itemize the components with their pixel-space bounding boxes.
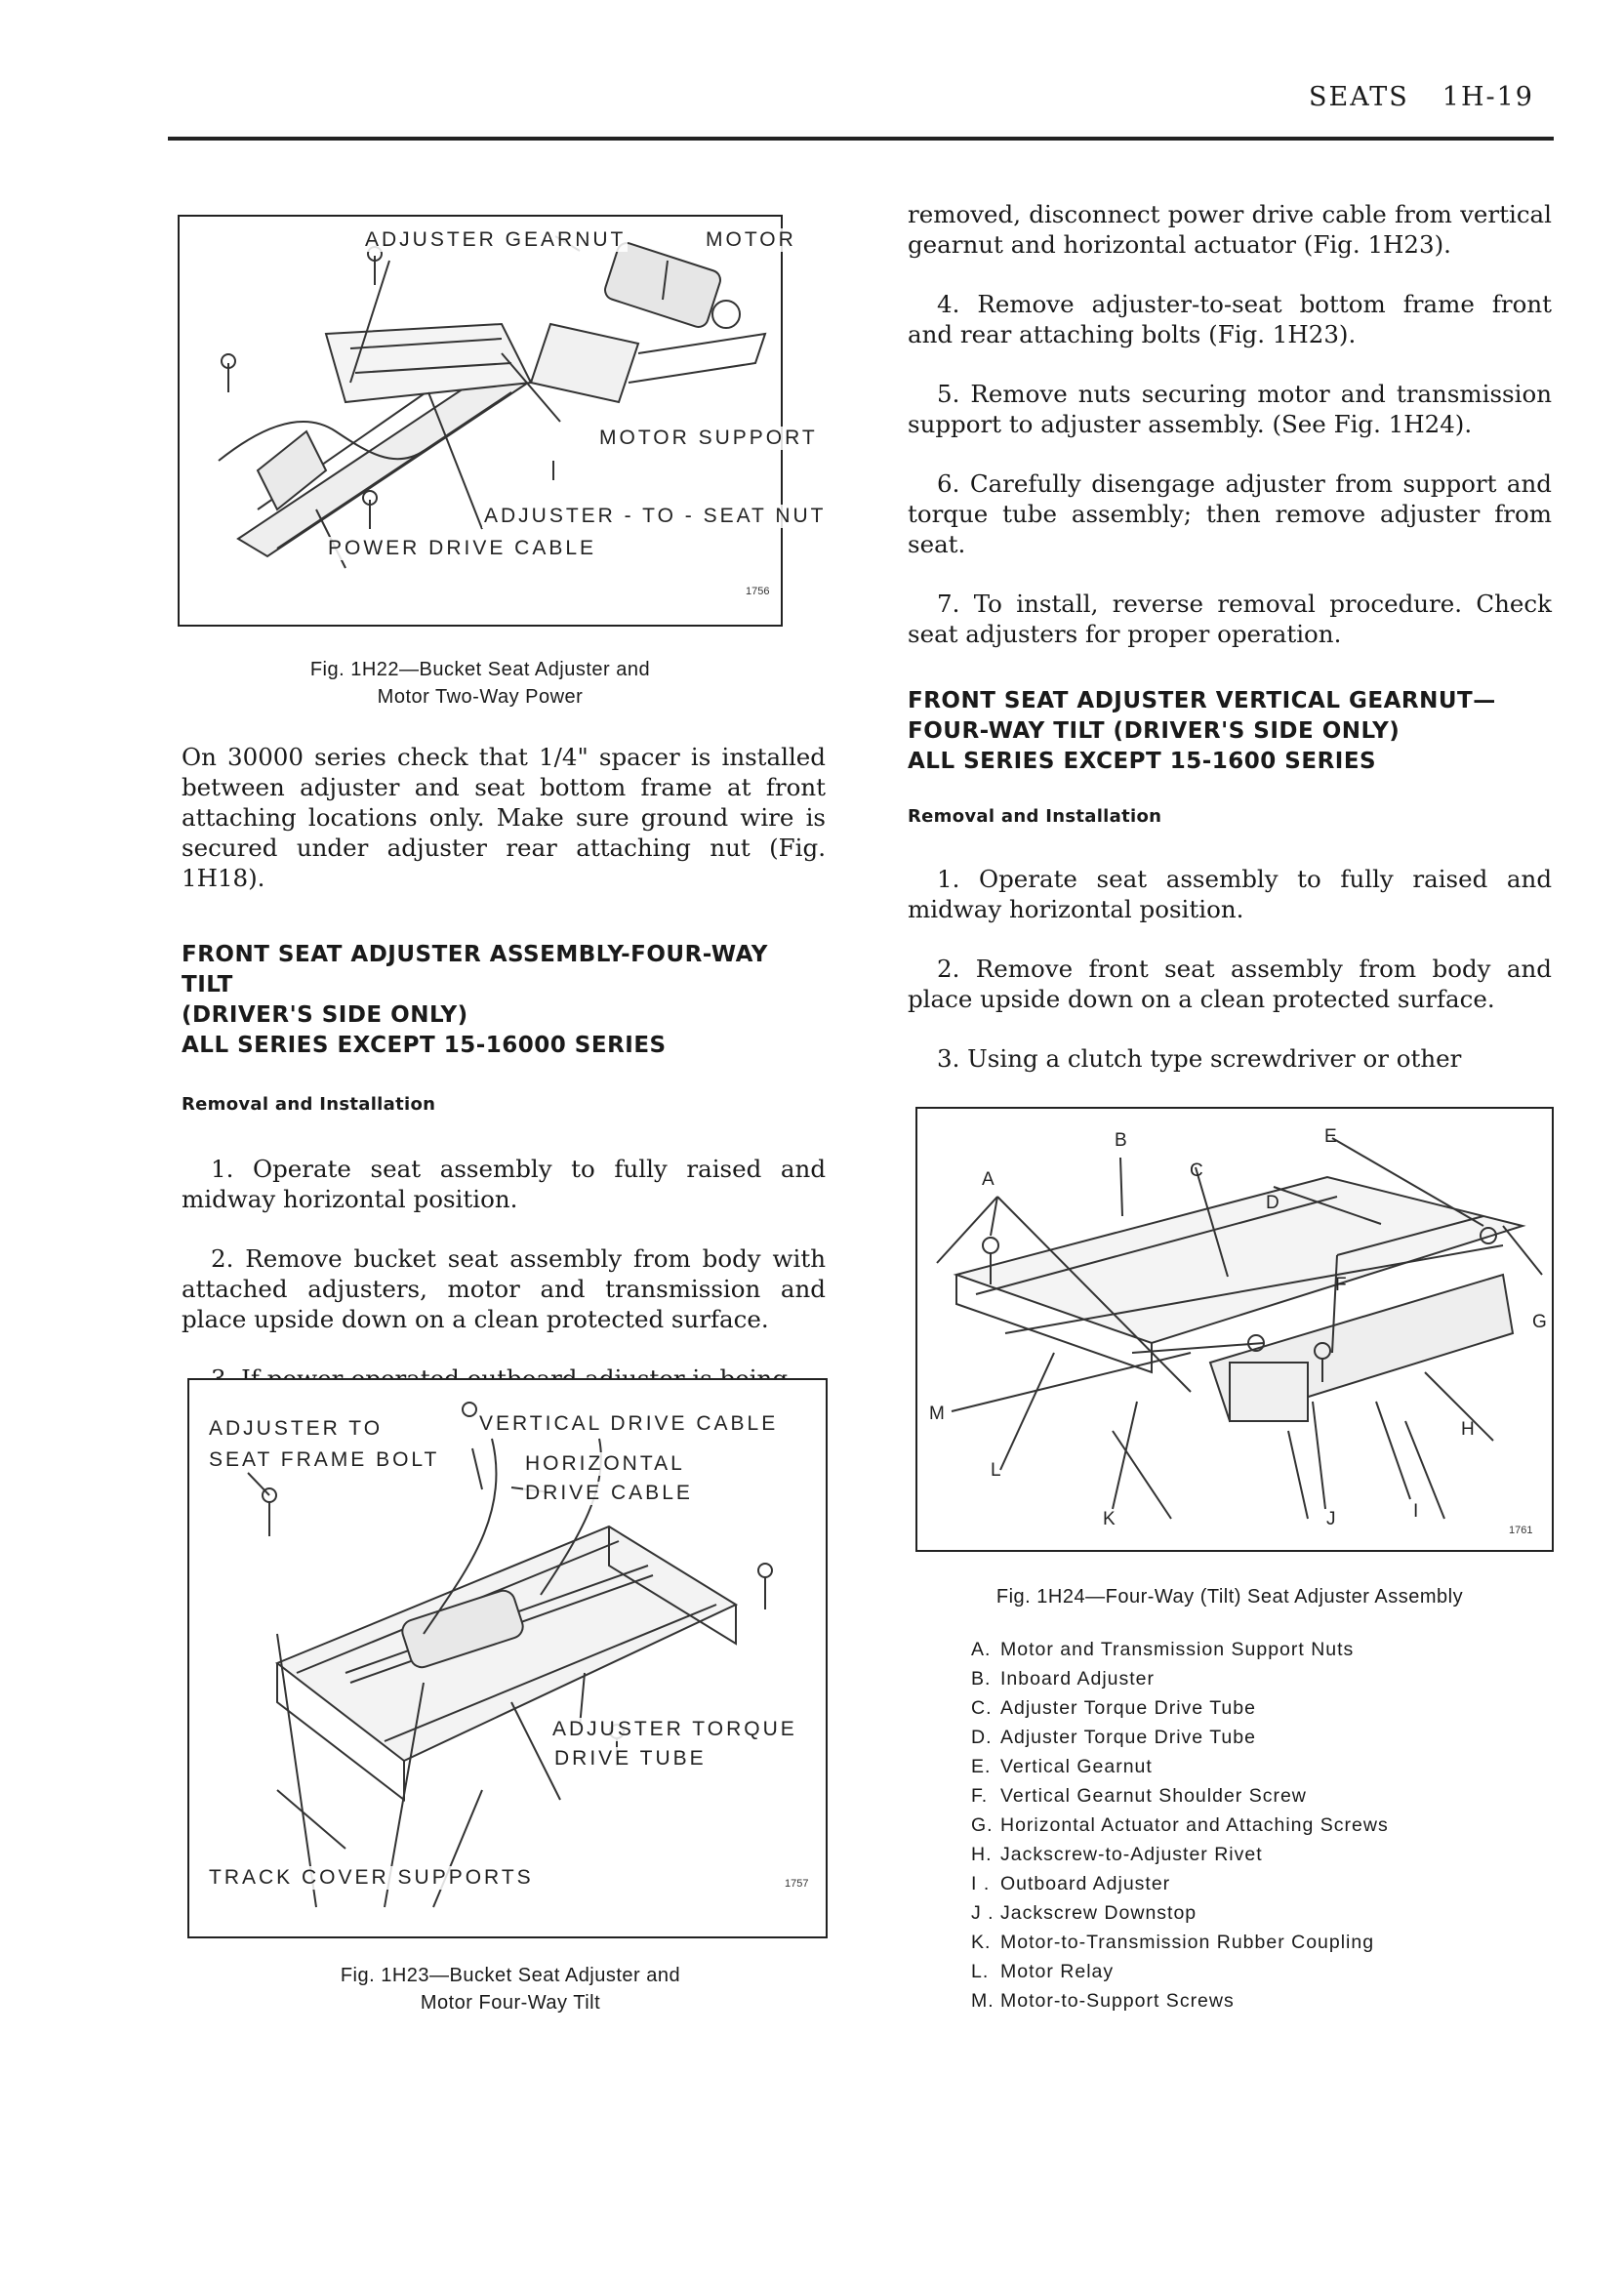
right-text-block xyxy=(908,199,1552,1103)
paragraph-continued: removed, disconnect power drive cable from vertical gearnut and horizontal actuator (Fig. 1H23). xyxy=(908,200,1552,259)
figure-number: 1761 xyxy=(1509,1525,1533,1536)
legend-text: Motor Relay xyxy=(1000,1961,1115,1982)
heading-line: ALL SERIES EXCEPT 15-16000 SERIES xyxy=(182,1033,667,1058)
step-4: 4. Remove adjuster-to-seat bottom frame front and rear attaching bolts (Fig. 1H23). xyxy=(908,290,1552,348)
figure-1h22 xyxy=(178,215,827,627)
heading-line: ALL SERIES EXCEPT 15-1600 SERIES xyxy=(908,749,1377,774)
legend-text: Vertical Gearnut xyxy=(1000,1756,1153,1777)
callout-letter-g: G xyxy=(1532,1312,1547,1332)
callout-vertical-drive-cable: VERTICAL DRIVE CABLE xyxy=(479,1412,779,1435)
callout-letter-a: A xyxy=(982,1169,995,1190)
callout-letter-c: C xyxy=(1190,1160,1203,1181)
legend-text: Vertical Gearnut Shoulder Screw xyxy=(1000,1785,1307,1807)
section-heading xyxy=(182,940,826,1061)
callout-letter-j: J xyxy=(1326,1509,1336,1529)
callout-track-cover-supports: TRACK COVER SUPPORTS xyxy=(209,1866,534,1889)
legend-key: E. xyxy=(971,1756,992,1777)
figure-1h24-legend xyxy=(971,1635,1389,2015)
legend-text: Motor and Transmission Support Nuts xyxy=(1000,1639,1355,1660)
legend-item xyxy=(971,1752,1389,1781)
legend-key: D. xyxy=(971,1727,993,1748)
legend-text: Motor-to-Transmission Rubber Coupling xyxy=(1000,1932,1375,1953)
subheading: Removal and Installation xyxy=(182,1094,436,1115)
section-heading xyxy=(908,686,1552,777)
legend-item xyxy=(971,1811,1389,1840)
caption-line: Fig. 1H23—Bucket Seat Adjuster and xyxy=(340,1965,681,1986)
legend-item xyxy=(971,1693,1389,1723)
legend-key: F. xyxy=(971,1785,989,1807)
figure-1h24-drawing xyxy=(917,1109,1552,1550)
figure-1h22-caption xyxy=(207,656,753,711)
callout-horizontal: HORIZONTAL xyxy=(525,1452,685,1475)
figure-number: 1756 xyxy=(746,586,770,597)
callout-drive-tube: DRIVE TUBE xyxy=(554,1747,707,1770)
heading-line: FRONT SEAT ADJUSTER VERTICAL GEARNUT— xyxy=(908,688,1496,713)
caption-line: Motor Four-Way Tilt xyxy=(420,1992,601,2014)
subheading: Removal and Installation xyxy=(908,806,1162,827)
step-2: 2. Remove front seat assembly from body and place upside down on a clean protected surface. xyxy=(908,955,1552,1013)
legend-item xyxy=(971,1869,1389,1898)
figure-1h24-caption: Fig. 1H24—Four-Way (Tilt) Seat Adjuster Assembly xyxy=(995,1586,1464,1608)
legend-item xyxy=(971,1840,1389,1869)
legend-key: M. xyxy=(971,1990,995,2012)
step-2: 2. Remove bucket seat assembly from body with attached adjusters, motor and transmission and place upside down on a clean protected surface. xyxy=(182,1244,826,1333)
legend-item xyxy=(971,1635,1389,1664)
callout-letter-b: B xyxy=(1115,1130,1127,1151)
legend-item xyxy=(971,1723,1389,1752)
legend-key: G. xyxy=(971,1814,994,1836)
figure-1h24 xyxy=(915,1107,1554,1552)
callout-letter-i: I xyxy=(1413,1501,1419,1522)
figure-1h22-drawing xyxy=(180,217,781,625)
heading-line: FRONT SEAT ADJUSTER ASSEMBLY-FOUR-WAY TILT xyxy=(182,942,768,998)
legend-item xyxy=(971,1898,1389,1928)
step-1: 1. Operate seat assembly to fully raised and midway horizontal position. xyxy=(182,1155,826,1213)
legend-text: Inboard Adjuster xyxy=(1000,1668,1156,1690)
legend-text: Motor-to-Support Screws xyxy=(1000,1990,1235,2012)
callout-adjuster-to-seat-nut: ADJUSTER - TO - SEAT NUT xyxy=(484,505,827,527)
legend-item xyxy=(971,1957,1389,1986)
step-3: 3. Using a clutch type screwdriver or other xyxy=(937,1044,1462,1073)
callout-adjuster-gearnut: ADJUSTER GEARNUT xyxy=(365,228,627,251)
callout-letter-l: L xyxy=(991,1460,1001,1481)
callout-adjuster-to: ADJUSTER TO xyxy=(209,1417,384,1440)
header-rule xyxy=(168,137,1554,141)
running-header xyxy=(1276,82,1534,112)
callout-letter-d: D xyxy=(1266,1193,1279,1213)
left-text-block xyxy=(182,742,826,1423)
callout-letter-k: K xyxy=(1103,1509,1116,1529)
legend-key: B. xyxy=(971,1668,992,1690)
legend-text: Outboard Adjuster xyxy=(1000,1873,1171,1894)
figure-1h23 xyxy=(187,1378,828,1938)
step-5: 5. Remove nuts securing motor and transmission support to adjuster assembly. (See Fig. 1H24). xyxy=(908,380,1552,438)
page-number: 1H-19 xyxy=(1441,82,1534,112)
legend-text: Horizontal Actuator and Attaching Screws xyxy=(1000,1814,1389,1836)
legend-key: J . xyxy=(971,1902,995,1924)
step-7: 7. To install, reverse removal procedure. Check seat adjusters for proper operation. xyxy=(908,590,1552,648)
figure-number: 1757 xyxy=(785,1878,809,1890)
legend-item xyxy=(971,1664,1389,1693)
legend-key: I . xyxy=(971,1873,991,1894)
step-1: 1. Operate seat assembly to fully raised and midway horizontal position. xyxy=(908,865,1552,923)
callout-letter-f: F xyxy=(1335,1275,1347,1295)
callout-letter-e: E xyxy=(1324,1126,1337,1147)
legend-key: A. xyxy=(971,1639,992,1660)
callout-power-drive-cable: POWER DRIVE CABLE xyxy=(328,537,597,559)
heading-line: (DRIVER'S SIDE ONLY) xyxy=(182,1002,468,1028)
paragraph: On 30000 series check that 1/4" spacer is installed between adjuster and seat bottom frame at front attaching locations only. Make sure ground wire is secured under adjuster rear attaching nut (Fig. 1H18). xyxy=(182,743,826,892)
legend-key: L. xyxy=(971,1961,990,1982)
figure-1h23-caption xyxy=(232,1962,789,2016)
legend-text: Adjuster Torque Drive Tube xyxy=(1000,1727,1256,1748)
legend-item xyxy=(971,1781,1389,1811)
caption-line: Motor Two-Way Power xyxy=(377,686,584,708)
heading-line: FOUR-WAY TILT (DRIVER'S SIDE ONLY) xyxy=(908,718,1401,744)
legend-key: H. xyxy=(971,1844,993,1865)
legend-key: C. xyxy=(971,1697,993,1719)
callout-seat-frame-bolt: SEAT FRAME BOLT xyxy=(209,1448,440,1471)
legend-item xyxy=(971,1928,1389,1957)
caption-line: Fig. 1H22—Bucket Seat Adjuster and xyxy=(309,659,651,680)
step-6: 6. Carefully disengage adjuster from support and torque tube assembly; then remove adjuster from seat. xyxy=(908,469,1552,558)
legend-key: K. xyxy=(971,1932,992,1953)
callout-motor-support: MOTOR SUPPORT xyxy=(599,427,818,449)
callout-letter-m: M xyxy=(929,1404,945,1424)
legend-text: Jackscrew Downstop xyxy=(1000,1902,1198,1924)
legend-text: Adjuster Torque Drive Tube xyxy=(1000,1697,1256,1719)
callout-drive-cable: DRIVE CABLE xyxy=(525,1482,693,1504)
callout-letter-h: H xyxy=(1461,1419,1475,1440)
legend-item xyxy=(971,1986,1389,2015)
legend-text: Jackscrew-to-Adjuster Rivet xyxy=(1000,1844,1263,1865)
callout-motor: MOTOR xyxy=(706,228,796,251)
section-title: SEATS xyxy=(1309,82,1409,112)
callout-adjuster-torque: ADJUSTER TORQUE xyxy=(552,1718,797,1740)
